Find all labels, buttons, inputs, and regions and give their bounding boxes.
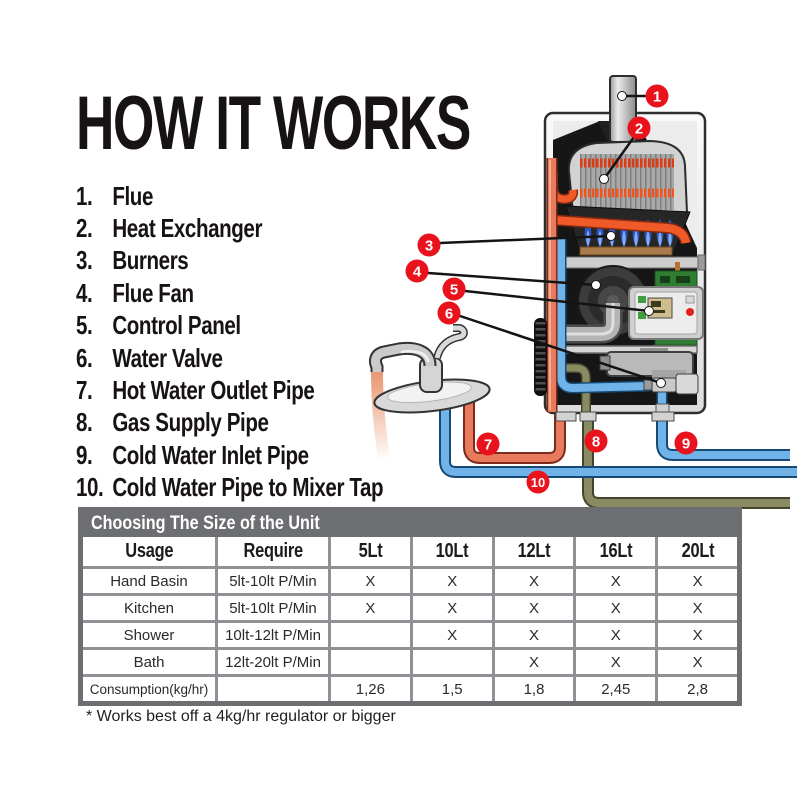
table-cell — [331, 623, 410, 647]
svg-text:9: 9 — [681, 435, 691, 453]
legend-number: 9. — [76, 439, 93, 470]
water-heater-diagram — [350, 60, 800, 520]
legend-item-7 — [76, 374, 383, 406]
control-panel — [629, 287, 703, 339]
table-title-bar — [83, 511, 737, 537]
callout-6-badge — [438, 302, 461, 325]
table-cell — [218, 677, 328, 701]
table-cell: X — [576, 596, 655, 620]
hot-pipe-internal — [550, 158, 552, 412]
pointer-dot-4 — [592, 281, 601, 290]
legend-item-8 — [76, 407, 383, 439]
pointer-dot-2 — [600, 175, 609, 184]
callout-10-badge — [527, 471, 550, 494]
legend-item-3 — [76, 245, 383, 277]
legend-label: Control Panel — [112, 310, 241, 341]
table-cell: X — [495, 650, 574, 674]
svg-text:6: 6 — [444, 305, 454, 323]
table-cell: X — [576, 569, 655, 593]
table-cell: X — [576, 650, 655, 674]
table-cell: X — [658, 650, 737, 674]
column-header: 12Lt — [495, 537, 574, 566]
column-header: 10Lt — [413, 537, 492, 566]
table-cell: 1,5 — [413, 677, 492, 701]
legend-label: Water Valve — [112, 342, 223, 373]
callout-9-badge — [675, 432, 698, 455]
callout-3-badge — [418, 234, 441, 257]
legend-label: Cold Water Pipe to Mixer Tap — [112, 472, 384, 503]
column-header: 5Lt — [331, 537, 410, 566]
callout-2-badge — [628, 117, 651, 140]
callout-5-badge — [443, 278, 466, 301]
legend-item-2 — [76, 212, 383, 244]
table-cell: X — [495, 623, 574, 647]
callout-7-badge — [477, 433, 500, 456]
table-cell: Hand Basin — [83, 569, 215, 593]
table-title: Choosing The Size of the Unit — [91, 513, 320, 534]
svg-text:1: 1 — [652, 88, 662, 106]
table-cell: X — [576, 623, 655, 647]
svg-text:2: 2 — [634, 120, 644, 138]
table-cell — [331, 650, 410, 674]
corrugated-hose — [534, 318, 547, 396]
table-cell: Consumption(kg/hr) — [83, 677, 215, 701]
footnote: * Works best off a 4kg/hr regulator or bigger — [86, 708, 396, 725]
legend-item-9 — [76, 439, 383, 471]
legend-item-4 — [76, 277, 383, 309]
table-cell: Kitchen — [83, 596, 215, 620]
table-cell: 10lt-12lt P/Min — [218, 623, 328, 647]
table-cell: Bath — [83, 650, 215, 674]
legend-number: 5. — [76, 310, 93, 341]
water-stream — [377, 372, 383, 452]
panel-button — [686, 308, 694, 316]
svg-text:8: 8 — [591, 433, 601, 451]
legend-item-10 — [76, 472, 383, 504]
pointer-dot-5 — [645, 307, 654, 316]
pointer-dot-1 — [618, 92, 627, 101]
svg-text:10: 10 — [530, 474, 546, 490]
legend-label: Gas Supply Pipe — [112, 407, 269, 438]
column-header: Usage — [83, 537, 215, 566]
table-cell: X — [331, 569, 410, 593]
legend-number: 10. — [76, 472, 104, 503]
table-grid — [83, 537, 737, 701]
legend-label: Flue — [112, 180, 153, 211]
legend-number: 7. — [76, 375, 93, 406]
table-cell: 2,8 — [658, 677, 737, 701]
svg-text:4: 4 — [412, 263, 422, 281]
table-cell: X — [413, 596, 492, 620]
table-cell: X — [331, 596, 410, 620]
legend-label: Hot Water Outlet Pipe — [112, 375, 315, 406]
legend-number: 2. — [76, 213, 93, 244]
table-cell — [413, 650, 492, 674]
table-cell: 5lt-10lt P/Min — [218, 596, 328, 620]
legend-item-6 — [76, 342, 383, 374]
legend-number: 6. — [76, 342, 93, 373]
table-cell: X — [658, 596, 737, 620]
table-cell: X — [413, 623, 492, 647]
callout-1-badge — [646, 85, 669, 108]
legend-item-1 — [76, 180, 383, 212]
pointer-dot-6 — [657, 379, 666, 388]
page-title: HOW IT WORKS — [76, 81, 470, 166]
legend-number: 3. — [76, 245, 93, 276]
heat-exchanger — [569, 141, 687, 217]
svg-text:5: 5 — [449, 281, 459, 299]
legend-label: Heat Exchanger — [112, 213, 263, 244]
pointer-dot-3 — [607, 232, 616, 241]
burner-base — [580, 247, 672, 255]
legend-label: Flue Fan — [112, 277, 194, 308]
table-cell: 1,26 — [331, 677, 410, 701]
support-rail — [549, 255, 705, 270]
table-cell: X — [495, 569, 574, 593]
table-cell: X — [413, 569, 492, 593]
callout-4-badge — [406, 260, 429, 283]
size-table — [78, 507, 742, 706]
legend-number: 8. — [76, 407, 93, 438]
legend-number: 1. — [76, 180, 93, 211]
svg-text:3: 3 — [424, 237, 434, 255]
legend-number: 4. — [76, 277, 93, 308]
legend-label: Cold Water Inlet Pipe — [112, 439, 309, 470]
table-cell: Shower — [83, 623, 215, 647]
column-header: Require — [218, 537, 328, 566]
table-cell: 5lt-10lt P/Min — [218, 569, 328, 593]
table-cell: 12lt-20lt P/Min — [218, 650, 328, 674]
column-header: 20Lt — [658, 537, 737, 566]
table-cell: X — [495, 596, 574, 620]
table-cell: 2,45 — [576, 677, 655, 701]
table-cell: X — [658, 569, 737, 593]
column-header: 16Lt — [576, 537, 655, 566]
legend-label: Burners — [112, 245, 189, 276]
callout-8-badge — [585, 430, 608, 453]
table-cell: 1,8 — [495, 677, 574, 701]
legend-item-5 — [76, 310, 383, 342]
svg-text:7: 7 — [483, 436, 493, 454]
table-cell: X — [658, 623, 737, 647]
